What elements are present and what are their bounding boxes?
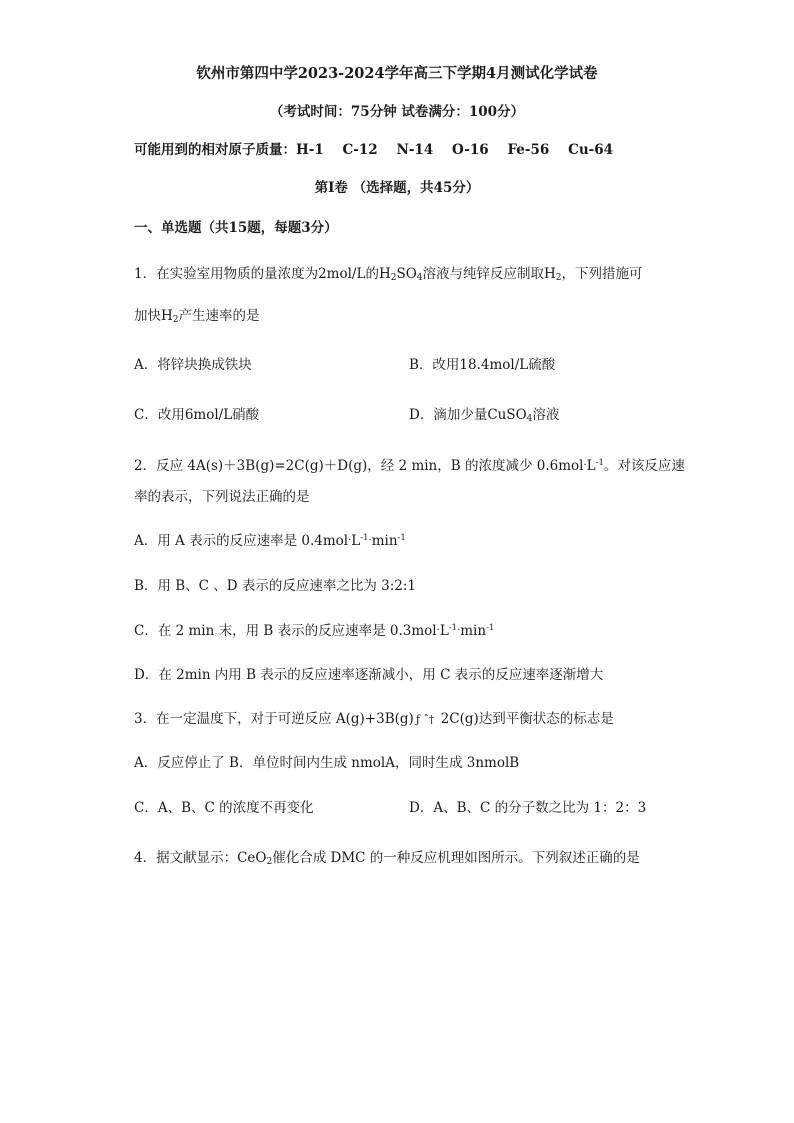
q2-dot: · — [583, 460, 587, 471]
q2-text: min — [371, 533, 398, 549]
q1-text: 产生速率的是 — [178, 308, 260, 324]
q2-sup: -1 — [486, 623, 495, 633]
atomic-masses-values: H-1 C-12 N-14 O-16 Fe-56 Cu-64 — [296, 142, 614, 158]
q4-sub: 2 — [266, 857, 273, 867]
q2-sup: -1 — [448, 623, 458, 633]
q3-text: 3．在一定温度下，对于可逆反应 A(g)+3B(g) — [134, 711, 414, 727]
q2-text: C．在 2 min 末，用 B 表示的反应速率是 0.3mol — [134, 623, 437, 639]
atomic-masses-label: 可能用到的相对原子质量： — [134, 142, 296, 158]
q3-option-c: C．A、B、C 的浓度不再变化 — [134, 800, 314, 816]
q1-sub: 2 — [555, 273, 562, 283]
q1-sub: 4 — [526, 414, 533, 424]
q2-stem-line2: 率的表示，下列说法正确的是 — [134, 489, 310, 505]
q2-sup: -1 — [595, 458, 604, 468]
q3-option-d: D．A、B、C 的分子数之比为 1：2：3 — [409, 800, 647, 816]
exam-info: （考试时间：75分钟 试卷满分：100分） — [269, 104, 525, 120]
q1-option-d — [409, 403, 559, 423]
q4-text: 催化合成 DMC 的一种反应机理如图所示。下列叙述正确的是 — [272, 850, 640, 866]
equilibrium-arrow: ƒ ˆ† — [415, 713, 435, 726]
part1-title: 第I卷 （选择题，共45分） — [314, 180, 480, 196]
q3-text: 2C(g)达到平衡状态的标志是 — [436, 711, 614, 727]
q1-sub: 2 — [172, 315, 179, 325]
q4-stem — [134, 846, 640, 866]
q1-text: SO — [396, 266, 417, 282]
q2-dot: · — [436, 625, 440, 636]
q2-option-b: B．用 B、C 、D 表示的反应速率之比为 3:2:1 — [134, 578, 417, 594]
q2-option-a — [134, 529, 406, 549]
q1-option-a: A．将锌块换成铁块 — [134, 357, 252, 373]
q1-text: ，下列措施可 — [561, 266, 643, 282]
q3-option-ab: A．反应停止了 B．单位时间内生成 nmolA，同时生成 3nmolB — [134, 755, 520, 771]
q2-sup: -1 — [360, 533, 369, 543]
q4-text: 4．据文献显示：CeO — [134, 850, 267, 866]
q2-sup: -1 — [397, 533, 406, 543]
q1-option-c: C．改用6mol/L硝酸 — [134, 407, 260, 423]
q1-stem-line2 — [134, 304, 260, 324]
q1-text: 1．在实验室用物质的量浓度为2mol/L的H — [134, 266, 391, 282]
q2-text: L — [351, 533, 361, 549]
q2-dot: · — [368, 535, 372, 546]
q2-text: min — [460, 623, 487, 639]
exam-title: 钦州市第四中学2023-2024学年高三下学期4月测试化学试卷 — [196, 65, 598, 82]
q2-option-d: D．在 2min 内用 B 表示的反应速率逐渐减小，用 C 表示的反应速率逐渐增大 — [134, 667, 604, 683]
q2-text: 。对该反应速 — [603, 458, 685, 474]
q2-text: 2．反应 4A(s)＋3B(g)=2C(g)＋D(g)，经 2 min，B 的浓度减少 0.6mol — [134, 458, 584, 474]
q1-text: D．滴加少量CuSO — [409, 407, 527, 423]
q2-text: L — [586, 458, 596, 474]
q2-stem-line1 — [134, 454, 685, 474]
q1-sub: 4 — [416, 273, 423, 283]
q1-stem-line1 — [134, 262, 643, 282]
q2-dot: · — [457, 625, 461, 636]
section-heading: 一、单选题（共15题，每题3分） — [134, 220, 338, 236]
q1-sub: 2 — [390, 273, 397, 283]
q2-text: A．用 A 表示的反应速率是 0.4mol — [134, 533, 349, 549]
q2-option-c — [134, 619, 494, 639]
q1-text: 加快H — [134, 308, 173, 324]
q3-stem — [134, 707, 614, 727]
q1-text: 溶液与纯锌反应制取H — [422, 266, 556, 282]
q1-option-b: B．改用18.4mol/L硫酸 — [409, 357, 556, 373]
q2-text: L — [439, 623, 449, 639]
q2-dot: · — [348, 535, 352, 546]
atomic-masses — [134, 138, 613, 158]
q1-text: 溶液 — [532, 407, 560, 423]
